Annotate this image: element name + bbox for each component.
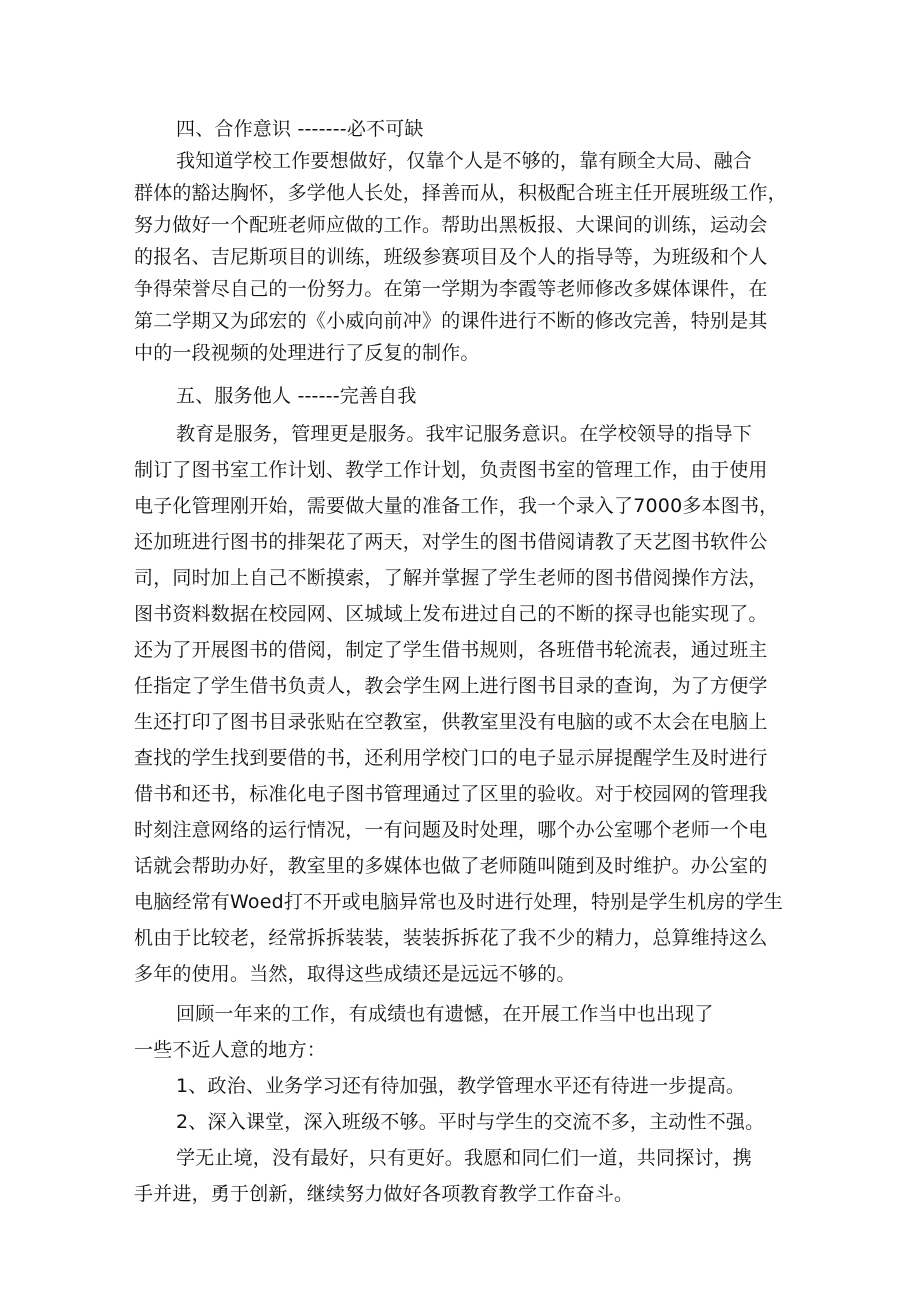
- closing-line: 手并进，勇于创新，继续努力做好各项教育教学工作奋斗。: [134, 1183, 634, 1205]
- section-5-line: 话就会帮助办好，教室里的多媒体也做了老师随叫随到及时维护。办公室的: [134, 855, 768, 877]
- section-5-line: 电脑经常有Woed打不开或电脑异常也及时进行处理，特别是学生机房的学生: [134, 891, 784, 913]
- review-line: 一些不近人意的地方：: [134, 1039, 327, 1061]
- section-5-line: 多年的使用。当然，取得这些成绩还是远远不够的。: [134, 963, 576, 985]
- section-4-line: 中的一段视频的处理进行了反复的制作。: [134, 342, 480, 364]
- shortcoming-item: 1、政治、业务学习还有待加强，教学管理水平还有待进一步提高。: [176, 1075, 746, 1097]
- shortcoming-item: 2、深入课堂，深入班级不够。平时与学生的交流不多，主动性不强。: [176, 1111, 765, 1133]
- section-5-line: 图书资料数据在校园网、区城域上发布进过自己的不断的探寻也能实现了。: [134, 603, 768, 625]
- section-4-line: 我知道学校工作要想做好，仅靠个人是不够的，靠有顾全大局、融合: [176, 150, 753, 172]
- section-4-line: 努力做好一个配班老师应做的工作。帮助出黑板报、大课间的训练，运动会: [134, 214, 768, 236]
- section-4-line: 第二学期又为邱宏的《小威向前冲》的课件进行不断的修改完善，特别是其: [134, 310, 768, 332]
- section-5-line: 生还打印了图书目录张贴在空教室，供教室里没有电脑的或不太会在电脑上: [134, 711, 768, 733]
- section-5-line: 教育是服务，管理更是服务。我牢记服务意识。在学校领导的指导下: [176, 423, 753, 445]
- section-5-line: 任指定了学生借书负责人，教会学生网上进行图书目录的查询，为了方便学: [134, 675, 768, 697]
- section-5-line: 查找的学生找到要借的书，还利用学校门口的电子显示屏提醒学生及时进行: [134, 747, 768, 769]
- section-5-line: 借书和还书，标准化电子图书管理通过了区里的验收。对于校园网的管理我: [134, 783, 768, 805]
- section-5-line: 还加班进行图书的排架花了两天，对学生的图书借阅请教了天艺图书软件公: [134, 531, 768, 553]
- section-5-heading: 五、服务他人 ------完善自我: [176, 385, 417, 407]
- section-5-line: 还为了开展图书的借阅，制定了学生借书规则，各班借书轮流表，通过班主: [134, 639, 768, 661]
- section-4-line: 争得荣誉尽自己的一份努力。在第一学期为李霞等老师修改多媒体课件，在: [134, 278, 768, 300]
- section-5-line: 制订了图书室工作计划、教学工作计划，负责图书室的管理工作，由于使用: [134, 459, 768, 481]
- section-4-line: 群体的豁达胸怀，多学他人长处，择善而从，积极配合班主任开展班级工作，: [134, 182, 787, 204]
- section-4-heading: 四、合作意识 -------必不可缺: [176, 118, 424, 140]
- section-5-line: 机由于比较老，经常拆拆装装，装装拆拆花了我不少的精力，总算维持这么: [134, 927, 768, 949]
- section-4-line: 的报名、吉尼斯项目的训练，班级参赛项目及个人的指导等，为班级和个人: [134, 246, 768, 268]
- section-5-line: 时刻注意网络的运行情况，一有问题及时处理，哪个办公室哪个老师一个电: [134, 819, 768, 841]
- closing-line: 学无止境，没有最好，只有更好。我愿和同仁们一道，共同探讨，携: [176, 1147, 753, 1169]
- review-line: 回顾一年来的工作，有成绩也有遗憾，在开展工作当中也出现了: [176, 1003, 714, 1025]
- section-5-line: 司，同时加上自己不断摸索，了解并掌握了学生老师的图书借阅操作方法，: [134, 567, 768, 589]
- section-5-line: 电子化管理刚开始，需要做大量的准备工作，我一个录入了7000多本图书，: [134, 495, 779, 517]
